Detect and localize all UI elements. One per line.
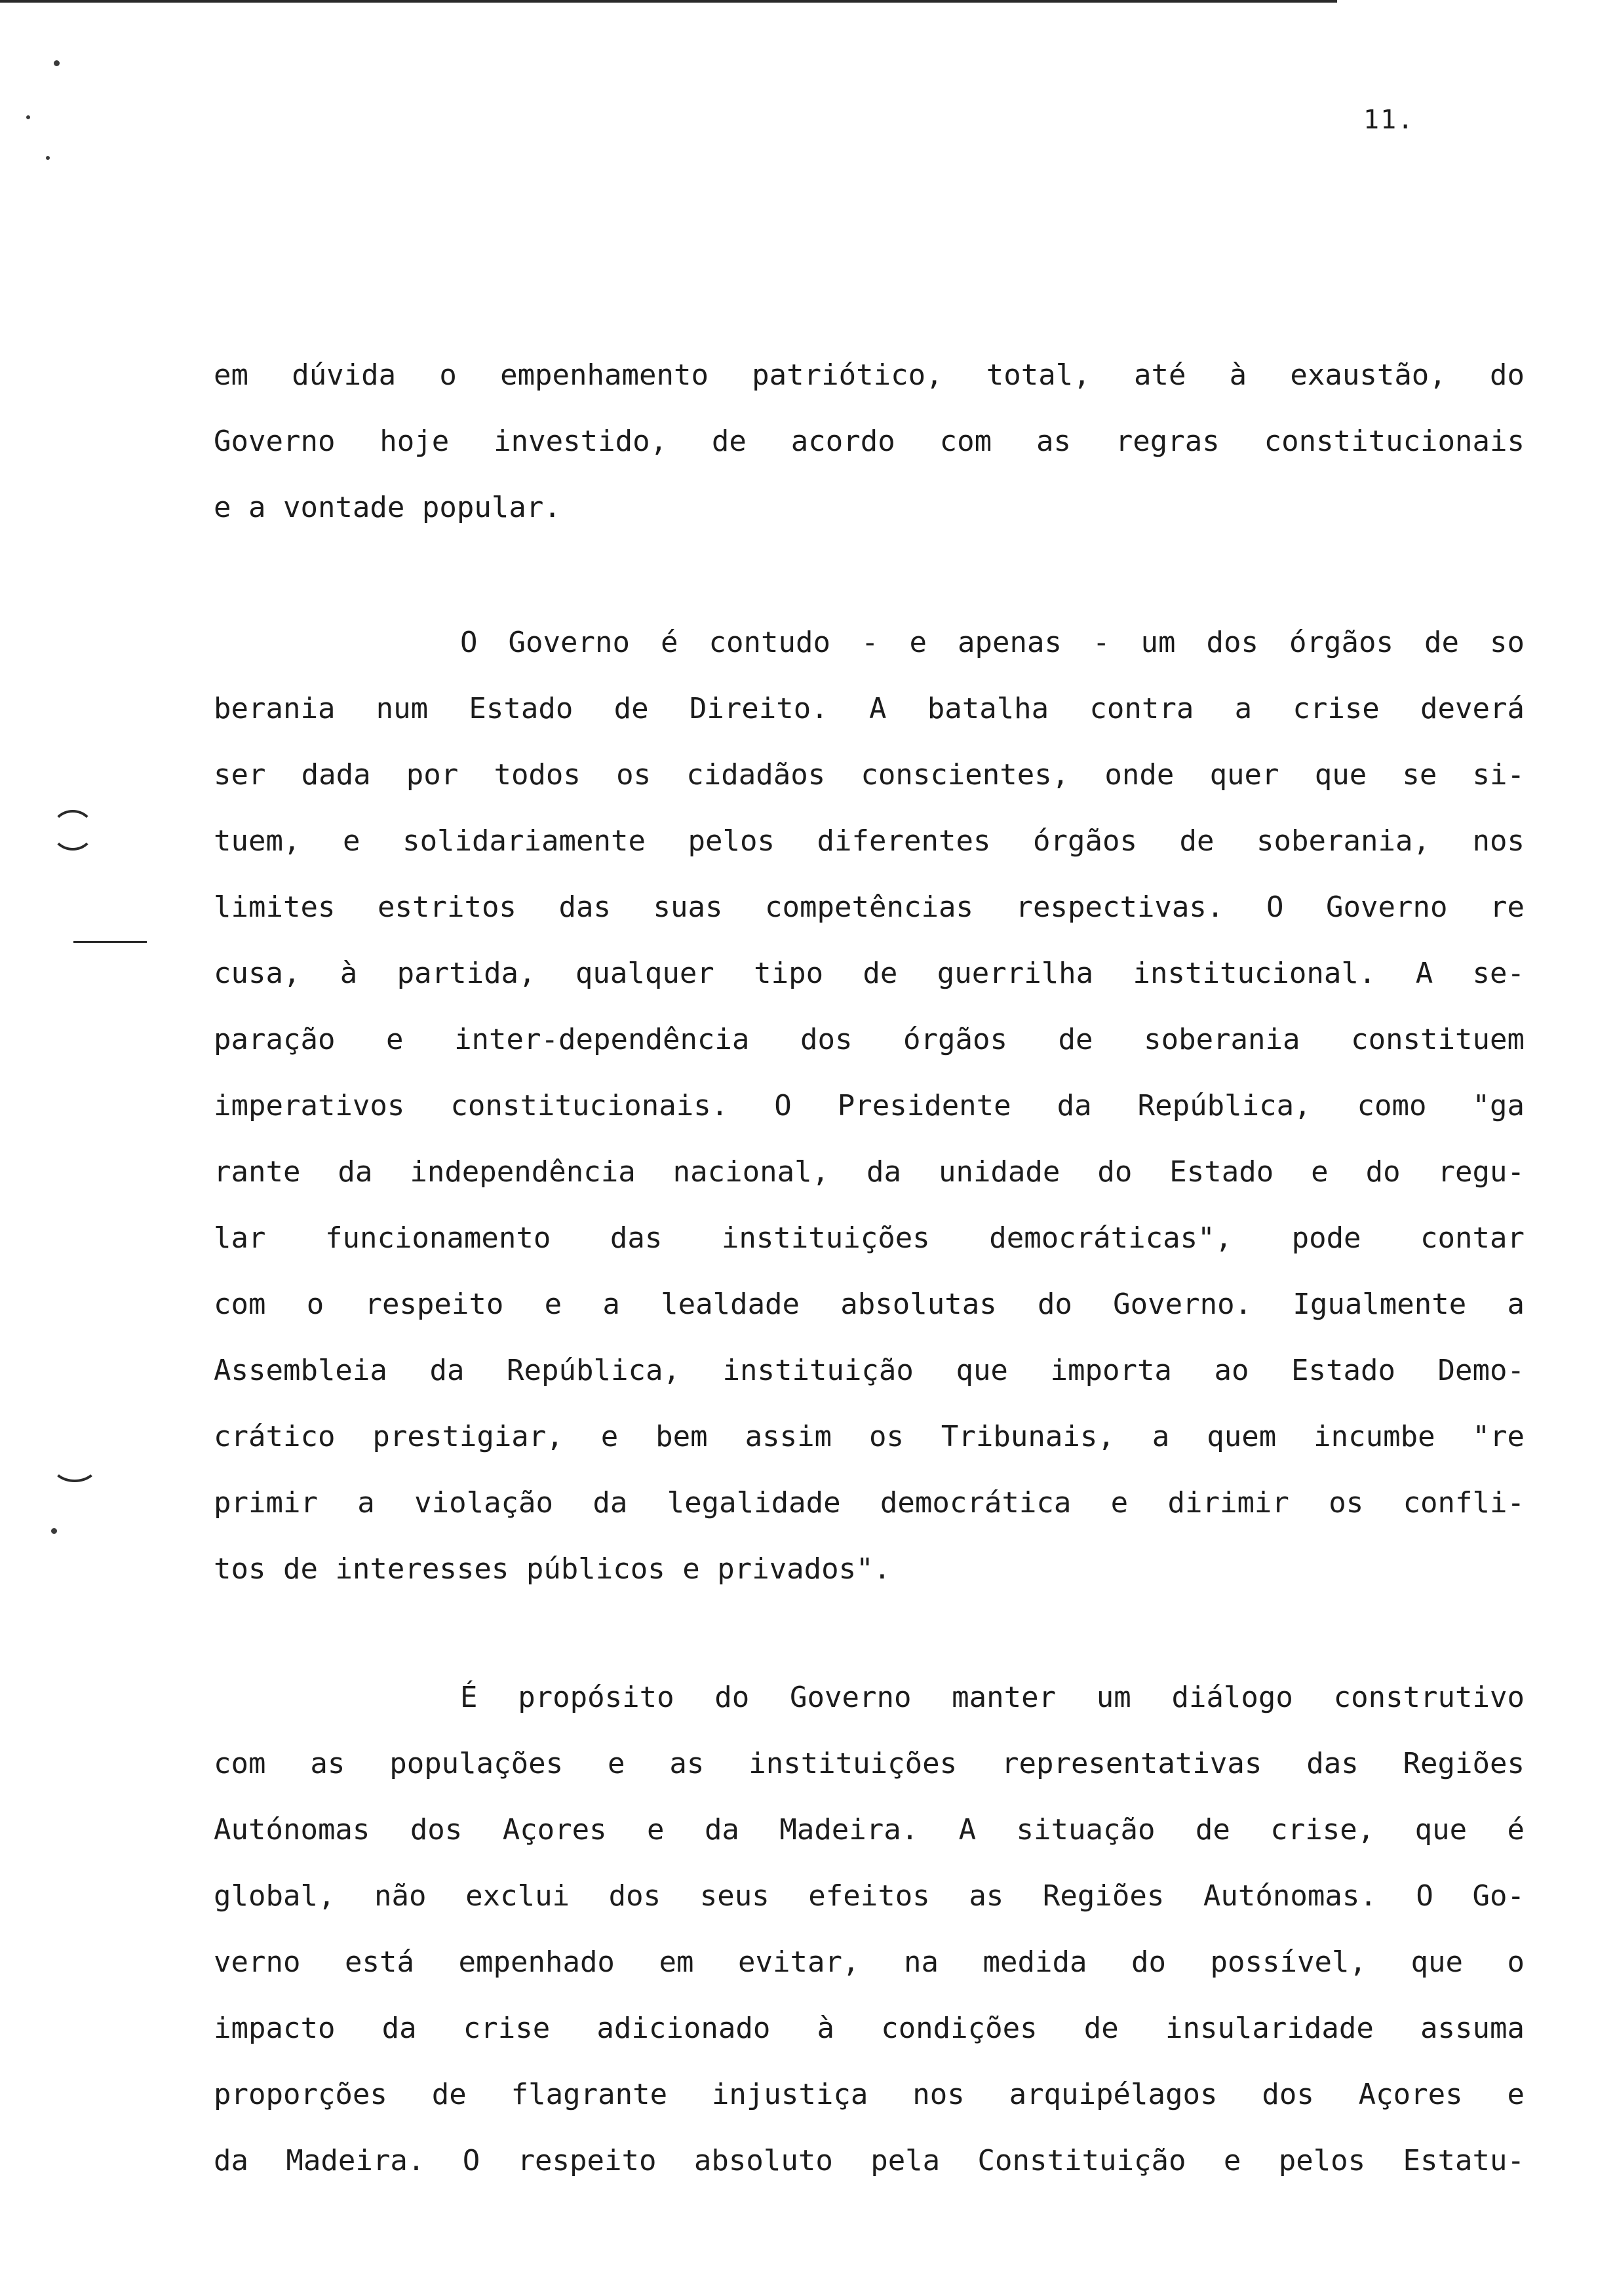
text-line: É propósito do Governo manter um diálogo construtivo bbox=[460, 1681, 1525, 1714]
binder-hole-arc bbox=[51, 810, 94, 851]
scan-speck bbox=[26, 115, 30, 119]
scan-speck bbox=[46, 156, 50, 160]
text-line: em dúvida o empenhamento patriótico, total, até à exaustão, do bbox=[214, 358, 1525, 392]
text-line: lar funcionamento das instituições democráticas", pode contar bbox=[214, 1221, 1525, 1255]
binder-hole-arc bbox=[51, 1447, 98, 1482]
text-line: com as populações e as instituições representativas das Regiões bbox=[214, 1747, 1525, 1780]
text-line: Governo hoje investido, de acordo com as regras constitucionais bbox=[214, 425, 1525, 458]
text-line: Assembleia da República, instituição que importa ao Estado Demo- bbox=[214, 1354, 1525, 1387]
text-line: global, não exclui dos seus efeitos as Regiões Autónomas. O Go- bbox=[214, 1879, 1525, 1913]
text-line: tuem, e solidariamente pelos diferentes órgãos de soberania, nos bbox=[214, 824, 1525, 858]
text-line: paração e inter-dependência dos órgãos de soberania constituem bbox=[214, 1023, 1525, 1056]
scan-speck bbox=[51, 1528, 57, 1534]
text-line: ser dada por todos os cidadãos conscientes, onde quer que se si- bbox=[214, 758, 1525, 792]
text-line: da Madeira. O respeito absoluto pela Constituição e pelos Estatu- bbox=[214, 2144, 1525, 2177]
top-rule bbox=[0, 0, 1337, 3]
text-line: cusa, à partida, qualquer tipo de guerrilha institucional. A se- bbox=[214, 957, 1525, 990]
text-line: imperativos constitucionais. O Presidente da República, como "ga bbox=[214, 1089, 1525, 1122]
text-line: limites estritos das suas competências respectivas. O Governo re bbox=[214, 890, 1525, 924]
text-line: impacto da crise adicionado à condições de insularidade assuma bbox=[214, 2012, 1525, 2045]
text-line: com o respeito e a lealdade absolutas do Governo. Igualmente a bbox=[214, 1288, 1525, 1321]
text-line: tos de interesses públicos e privados". bbox=[214, 1552, 891, 1586]
paragraph-1 bbox=[214, 342, 1525, 541]
text-line: crático prestigiar, e bem assim os Tribunais, a quem incumbe "re bbox=[214, 1420, 1525, 1453]
binder-mark-line bbox=[73, 941, 147, 943]
text-line: e a vontade popular. bbox=[214, 491, 561, 524]
scan-speck bbox=[54, 60, 60, 66]
page-number: 11. bbox=[1363, 105, 1415, 135]
text-line: rante da independência nacional, da unidade do Estado e do regu- bbox=[214, 1155, 1525, 1189]
text-line: verno está empenhado em evitar, na medida do possível, que o bbox=[214, 1945, 1525, 1979]
paragraph-2 bbox=[214, 609, 1525, 1602]
text-line: proporções de flagrante injustiça nos arquipélagos dos Açores e bbox=[214, 2078, 1525, 2111]
text-line: primir a violação da legalidade democrática e dirimir os confli- bbox=[214, 1486, 1525, 1520]
text-line: berania num Estado de Direito. A batalha contra a crise deverá bbox=[214, 692, 1525, 725]
text-line: Autónomas dos Açores e da Madeira. A situação de crise, que é bbox=[214, 1813, 1525, 1846]
paragraph-3 bbox=[214, 1664, 1525, 2194]
text-line: O Governo é contudo - e apenas - um dos órgãos de so bbox=[460, 626, 1525, 659]
